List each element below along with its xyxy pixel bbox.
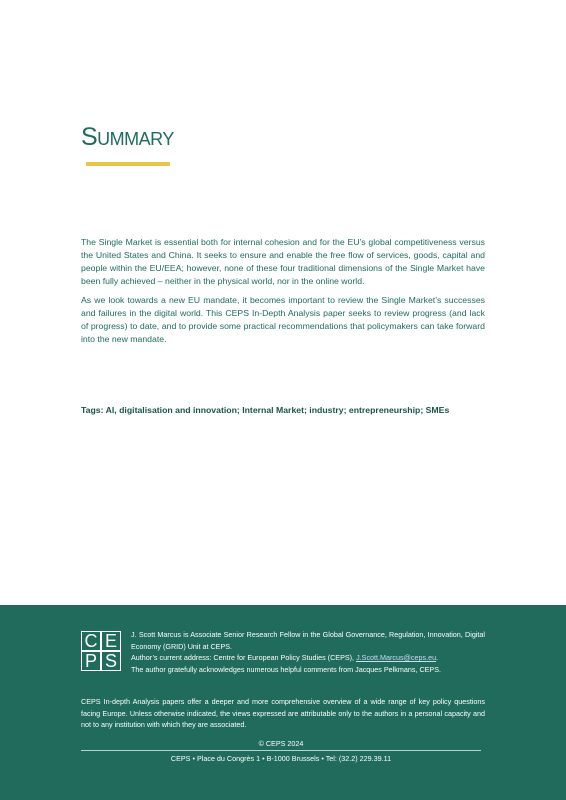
disclaimer: CEPS In-depth Analysis papers offer a deeper and more comprehensive overview of a wide range of key policy questions facing Europe. Unless otherwise indicated, the views expressed are attributable only to the authors in a personal capacity and not to any institution with which they are associated.	[81, 697, 485, 729]
ceps-logo	[81, 631, 121, 671]
page-title: Summary	[81, 123, 174, 151]
summary-body	[81, 236, 485, 352]
author-address	[131, 652, 485, 664]
footer-divider	[81, 750, 481, 751]
logo-letter: P	[81, 651, 101, 671]
address-prefix: Author’s current address: Centre for European Policy Studies (CEPS),	[131, 653, 357, 662]
footer	[0, 605, 566, 800]
author-note	[131, 629, 485, 675]
copyright: © CEPS 2024	[258, 739, 304, 748]
logo-letter: S	[101, 651, 121, 671]
title-underline	[86, 162, 170, 166]
logo-letter: C	[81, 631, 101, 651]
contact-line: CEPS • Place du Congrès 1 • B-1000 Brussels • Tel: (32.2) 229.39.11	[170, 754, 392, 763]
author-bio: J. Scott Marcus is Associate Senior Research Fellow in the Global Governance, Regulation, Innovation, Digital Economy (GRID) Unit at CEPS.	[131, 630, 485, 651]
acknowledgement: The author gratefully acknowledges numerous helpful comments from Jacques Pelkmans, CEPS.	[131, 664, 442, 674]
address-suffix: .	[436, 653, 439, 662]
logo-letter: E	[101, 631, 121, 651]
tags-line: Tags: AI, digitalisation and innovation; Internal Market; industry; entrepreneurship; SMEs	[81, 405, 450, 415]
summary-paragraph: As we look towards a new EU mandate, it becomes important to review the Single Market’s successes and failures in the digital world. This CEPS In-Depth Analysis paper seeks to review progress (and lack of progress) to date, and to provide some practical recommendations that policymakers can take forward into the new mandate.	[81, 295, 485, 344]
author-email-link[interactable]: J.Scott.Marcus@ceps.eu	[356, 653, 437, 662]
summary-paragraph: The Single Market is essential both for internal cohesion and for the EU’s global competitiveness versus the United States and China. It seeks to ensure and enable the free flow of services, goods, capital and people within the EU/EEA; however, none of these four traditional dimensions of the Single Market have been fully achieved – neither in the physical world, nor in the online world.	[81, 237, 485, 286]
